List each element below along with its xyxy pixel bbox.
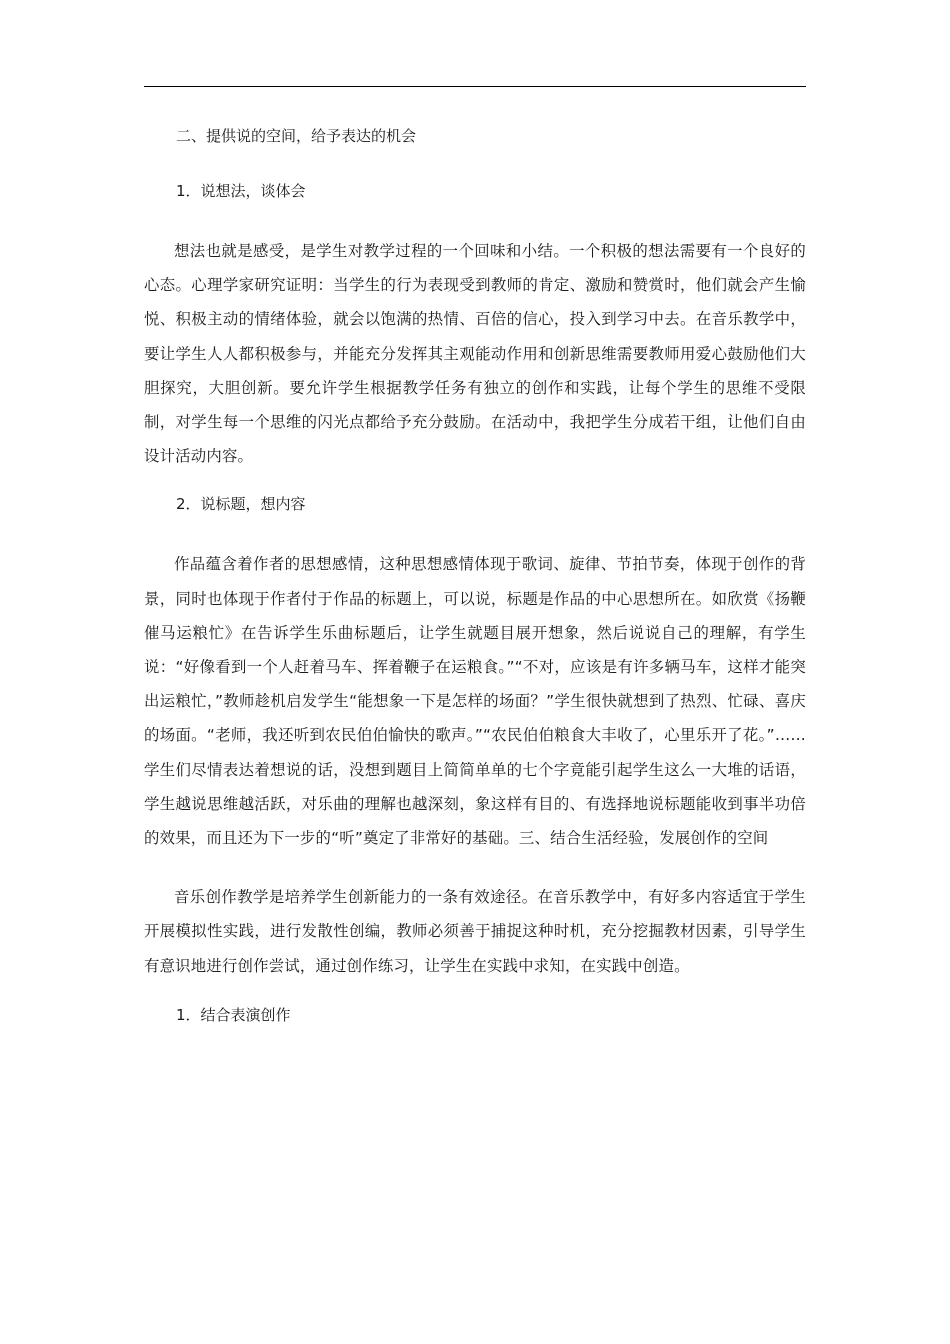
document-body (144, 100, 806, 1027)
subsection-heading-2: 2．说标题，想内容 (176, 495, 306, 514)
subsection-heading-3: 1．结合表演创作 (176, 1005, 291, 1024)
section-heading: 二、提供说的空间，给予表达的机会 (176, 127, 417, 145)
header-rule (144, 86, 806, 87)
subsection-heading-1: 1．说想法，谈体会 (176, 182, 306, 200)
paragraph-3: 音乐创作教学是培养学生创新能力的一条有效途径。在音乐教学中，有好多内容适宜于学生开展模拟性实践，进行发散性创编，教师必须善于捕捉这种时机，充分挖掘教材因素，引导学生有意识地进行创作尝试，通过创作练习，让学生在实践中求知，在实践中创造。 (144, 888, 806, 975)
paragraph-2: 作品蕴含着作者的思想感情，这种思想感情体现于歌词、旋律、节拍节奏，体现于创作的背景，同时也体现于作者付于作品的标题上，可以说，标题是作品的中心思想所在。如欣赏《扬鞭催马运粮忙》在告诉学生乐曲标题后，让学生就题目展开想象，然后说说自己的理解，有学生说：“好像看到一个人赶着马车、挥着鞭子在运粮食。”“不对，应该是有许多辆马车，这样才能突出运粮忙，”教师趁机启发学生“能想象一下是怎样的场面？”学生很快就想到了热烈、忙碌、喜庆的场面。“老师，我还听到农民伯伯愉快的歌声。”“农民伯伯粮食大丰收了，心里乐开了花。”……学生们尽情表达着想说的话，没想到题目上简简单单的七个字竟能引起学生这么一大堆的话语，学生越说思维越活跃，对乐曲的理解也越深刻，象这样有目的、有选择地说标题能收到事半功倍的效果，而且还为下一步的“听”奠定了非常好的基础。三、结合生活经验，发展创作的空间 (144, 555, 806, 848)
paragraph-1: 想法也就是感受，是学生对教学过程的一个回味和小结。一个积极的想法需要有一个良好的心态。心理学家研究证明：当学生的行为表现受到教师的肯定、激励和赞赏时，他们就会产生愉悦、积极主动的情绪体验，就会以饱满的热情、百倍的信心，投入到学习中去。在音乐教学中，要让学生人人都积极参与，并能充分发挥其主观能动作用和创新思维需要教师用爱心鼓励他们大胆探究，大胆创新。要允许学生根据教学任务有独立的创作和实践，让每个学生的思维不受限制，对学生每一个思维的闪光点都给予充分鼓励。在活动中，我把学生分成若干组，让他们自由设计活动内容。 (144, 242, 806, 466)
